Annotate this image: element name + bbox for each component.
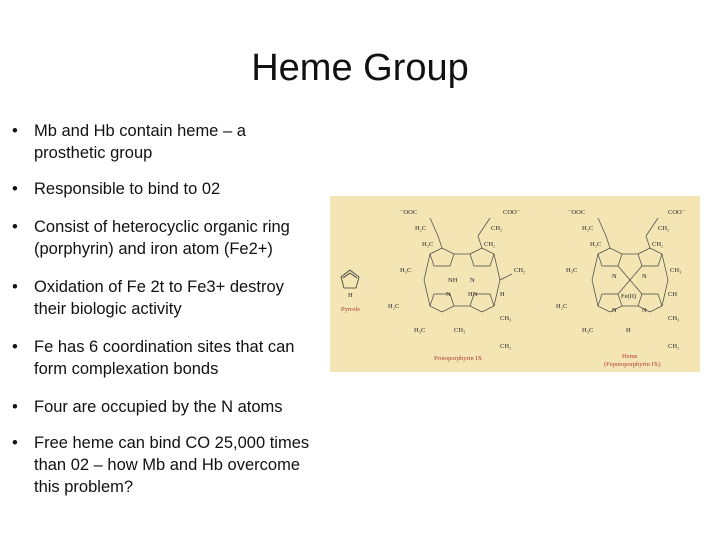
structure-drawing: [330, 196, 700, 372]
iron-label: Fe(II): [621, 293, 637, 300]
right-methylene-label: H₂C: [582, 225, 594, 232]
right-methylene-label: H₂C: [590, 241, 602, 248]
bullet-line: prosthetic group: [34, 144, 153, 162]
left-carboxylate-label: COO⁻: [503, 209, 521, 216]
bullet-item: [12, 276, 342, 320]
right-ch-label: CH: [668, 291, 678, 298]
left-methyl-label: H₃C: [400, 267, 412, 274]
bullet-line: than 02 – how Mb and Hb overcome: [34, 456, 300, 474]
heme-caption-sub: (Fepotoporphyrin IX): [604, 361, 661, 368]
left-methyl-label: CH₃: [500, 315, 512, 322]
bullet-marker: •: [12, 398, 18, 416]
bullet-item: [12, 396, 342, 418]
bullet-line: (porphyrin) and iron atom (Fe2+): [34, 240, 273, 258]
heme-structure-figure: [330, 196, 700, 372]
bullet-line: Free heme can bind CO 25,000 times: [34, 434, 310, 452]
right-methylene-label: CH₂: [652, 241, 664, 248]
right-methyl-label: CH₃: [668, 315, 680, 322]
left-vinyl-label: CH₂: [514, 267, 526, 274]
left-n-label: N: [470, 277, 475, 284]
right-h-label: H: [626, 327, 631, 334]
left-vinyl-label: CH₂: [500, 343, 512, 350]
right-carboxylate-label: COO⁻: [668, 209, 686, 216]
bullet-line: Oxidation of Fe 2t to Fe3+ destroy: [34, 278, 284, 296]
bullet-item: [12, 432, 342, 498]
bullet-marker: •: [12, 338, 18, 356]
pyrrole-h-label: H: [348, 292, 353, 299]
bullet-marker: •: [12, 434, 18, 452]
right-carboxylate-label: ⁻OOC: [568, 209, 586, 216]
bullet-item: [12, 336, 342, 380]
bullet-line: Four are occupied by the N atoms: [34, 398, 283, 416]
bullet-marker: •: [12, 278, 18, 296]
bullet-line: Responsible to bind to 02: [34, 180, 221, 198]
left-vinyl-label: H₂C: [388, 303, 400, 310]
bullet-line: form complexation bonds: [34, 360, 219, 378]
bullet-marker: •: [12, 180, 18, 198]
bullet-line: Fe has 6 coordination sites that can: [34, 338, 295, 356]
right-methyl-label: CH₃: [670, 267, 682, 274]
bullet-line: Mb and Hb contain heme – a: [34, 122, 246, 140]
right-methyl-label: H₃C: [566, 267, 578, 274]
slide-title: Heme Group: [251, 47, 469, 89]
right-n-label: N: [642, 273, 647, 280]
left-methylene-label: H₂C: [415, 225, 427, 232]
right-vinyl-label: H₂C: [556, 303, 568, 310]
left-hn-label: HN: [468, 291, 478, 298]
right-n-label: N: [642, 307, 647, 314]
right-n-label: N: [612, 273, 617, 280]
bullet-item: [12, 216, 342, 260]
right-vinyl-label: CH₂: [668, 343, 680, 350]
left-methyl-label: CH₃: [454, 327, 466, 334]
left-methylene-label: CH₂: [484, 241, 496, 248]
bullet-line: this problem?: [34, 478, 134, 496]
left-methyl-label: H₃C: [414, 327, 426, 334]
bullet-item: [12, 178, 342, 200]
pyrrole-label: Pyrrole: [341, 306, 361, 313]
bullet-item: [12, 120, 342, 164]
left-n-label: N: [446, 291, 451, 298]
left-nh-label: NH: [448, 277, 458, 284]
left-carboxylate-label: ⁻OOC: [400, 209, 418, 216]
protoporphyrin-caption: Protoporphyrin IX: [434, 355, 483, 362]
right-n-label: N: [612, 307, 617, 314]
bullet-marker: •: [12, 218, 18, 236]
left-methylene-label: H₂C: [422, 241, 434, 248]
bullet-line: their biologic activity: [34, 300, 182, 318]
bullet-line: Consist of heterocyclic organic ring: [34, 218, 290, 236]
right-methylene-label: CH₂: [658, 225, 670, 232]
pyrrole-structure: [341, 270, 359, 288]
bullet-marker: •: [12, 122, 18, 140]
right-methyl-label: H₃C: [582, 327, 594, 334]
heme-caption: Heme: [622, 353, 638, 360]
left-methylene-label: CH₂: [491, 225, 503, 232]
left-h-label: H: [500, 291, 505, 298]
